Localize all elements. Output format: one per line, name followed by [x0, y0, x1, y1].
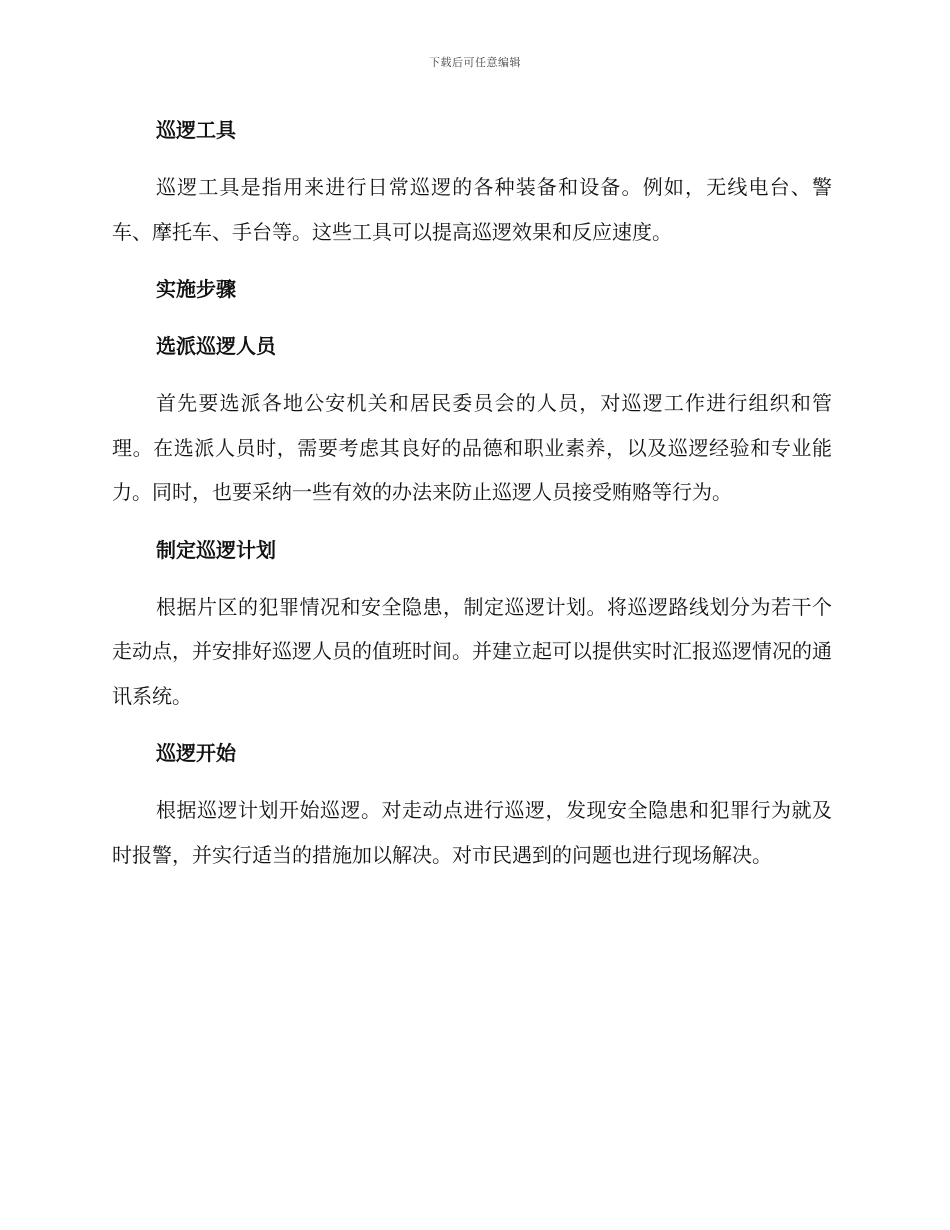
section-heading-make-plan: 制定巡逻计划: [156, 537, 276, 562]
document-body: [112, 108, 832, 890]
paragraph-make-plan: 根据片区的犯罪情况和安全隐患，制定巡逻计划。将巡逻路线划分为若干个走动点，并安排好巡逻人员的值班时间。并建立起可以提供实时汇报巡逻情况的通讯系统。: [112, 594, 832, 708]
section-heading-select-personnel: 选派巡逻人员: [156, 334, 276, 358]
page-header-note: 下载后可任意编辑: [429, 56, 521, 69]
section-heading-patrol-tools: 巡逻工具: [156, 118, 236, 142]
section-heading-patrol-start: 巡逻开始: [156, 741, 236, 765]
section-heading-implementation-steps: 实施步骤: [156, 277, 236, 301]
paragraph-patrol-tools: 巡逻工具是指用来进行日常巡逻的各种装备和设备。例如，无线电台、警车、摩托车、手台等。这些工具可以提高巡逻效果和反应速度。: [112, 175, 832, 244]
paragraph-patrol-start: 根据巡逻计划开始巡逻。对走动点进行巡逻，发现安全隐患和犯罪行为就及时报警，并实行适当的措施加以解决。对市民遇到的问题也进行现场解决。: [112, 798, 832, 867]
paragraph-select-personnel: 首先要选派各地公安机关和居民委员会的人员，对巡逻工作进行组织和管理。在选派人员时，需要考虑其良好的品德和职业素养，以及巡逻经验和专业能力。同时，也要采纳一些有效的办法来防止巡逻人员接受贿赂等行为。: [112, 391, 832, 504]
